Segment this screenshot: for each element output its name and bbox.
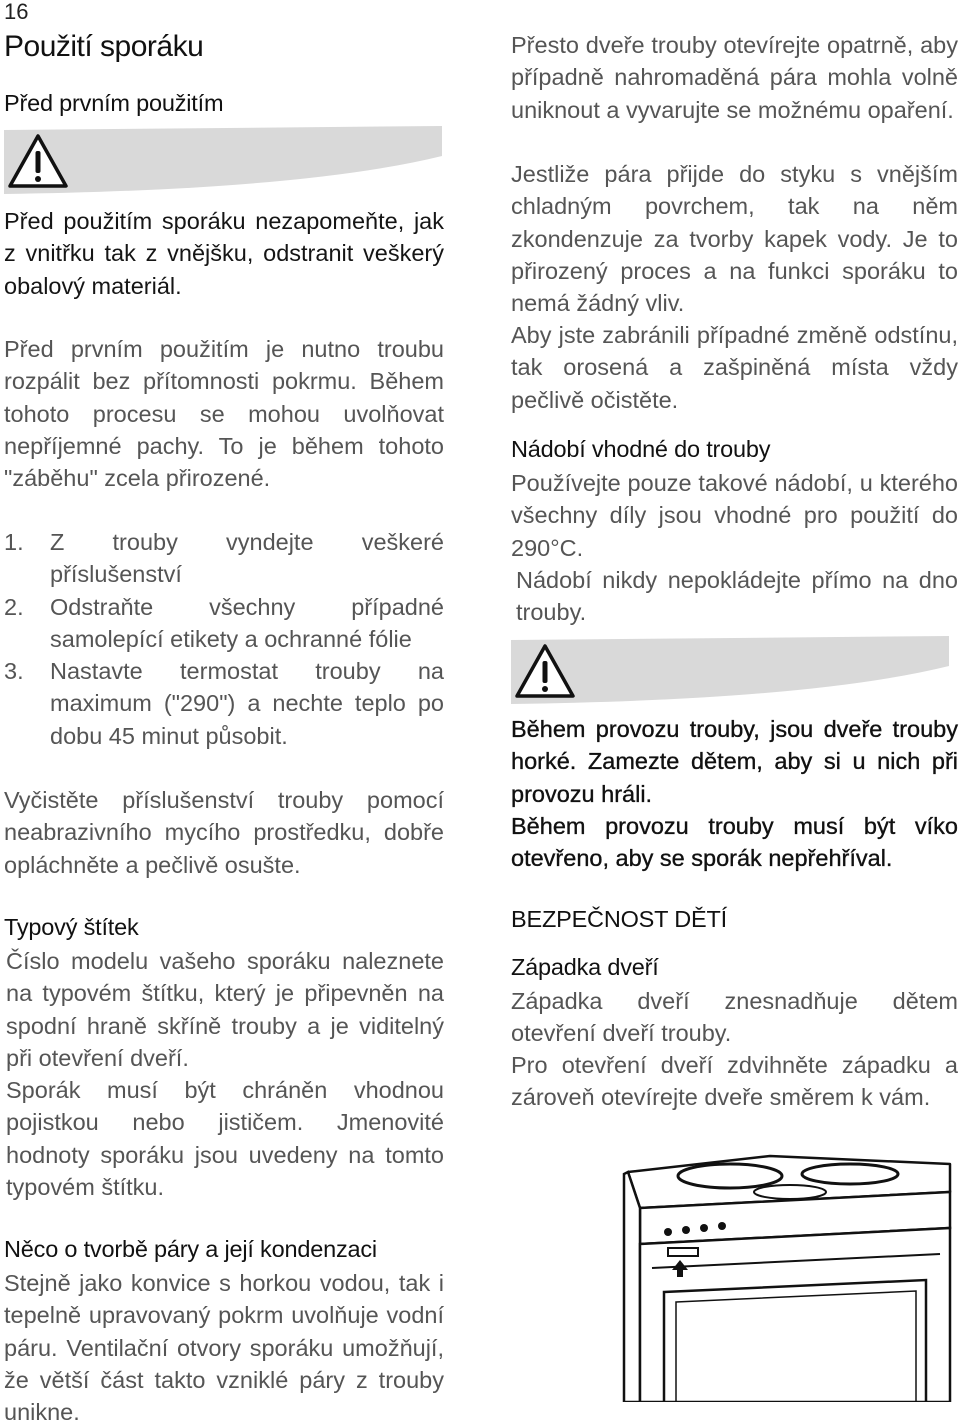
page-number: 16	[4, 0, 29, 24]
step-number: 2.	[4, 593, 24, 620]
warning-text: Před použitím sporáku nezapomeňte, jak z vnitřku tak z vnějšku, odstranit veškerý obalový materiál.	[4, 208, 444, 299]
cookware-heading: Nádobí vhodné do trouby	[511, 436, 771, 462]
warning-banner-2	[511, 636, 949, 704]
tint-text: Aby jste zabránili případné změně odstínu, tak orosená a zašpiněná místa vždy pečlivě očistěte.	[511, 322, 958, 413]
condense-text: Jestliže pára přijde do styku s vnějším chladným povrchem, tak na něm zkondenzuje za tvorby kapek vody. Je to přirozený proces a na funkci sporáku to nemá žádný vliv.	[511, 161, 958, 317]
label-text-2: Sporák musí být chráněn vhodnou pojistkou nebo jističem. Jmenovité hodnoty sporáku jsou uvedeny na tomto typovém štítku.	[6, 1077, 444, 1200]
step-number: 1.	[4, 529, 24, 555]
list-item	[4, 526, 444, 591]
warning-banner	[4, 126, 442, 194]
list-item	[4, 655, 444, 752]
steam-heading: Něco o tvorbě páry a její kondenzaci	[4, 1236, 377, 1262]
latch-heading: Západka dveří	[511, 954, 659, 980]
warning-text-lid: Během provozu trouby musí být víko otevřeno, aby se sporák nepřehříval.	[511, 813, 958, 872]
intro-text: Před prvním použitím je nutno troubu rozpálit bez přítomnosti pokrmu. Během tohoto procesu se mohou uvolňovat nepříjemné pachy. To je během tohoto "záběhu" zcela přirozené.	[4, 336, 444, 492]
stove-illustration	[620, 1152, 956, 1407]
clean-text: Vyčistěte příslušenství trouby pomocí neabrazivního mycího prostředku, dobře opláchněte a pečlivě osušte.	[4, 787, 444, 878]
warning-text-hot-door: Během provozu trouby, jsou dveře trouby horké. Zamezte dětem, aby si u nich při provozu hráli.	[511, 716, 958, 807]
first-use-heading: Před prvním použitím	[4, 90, 224, 116]
page-title: Použití sporáku	[4, 30, 204, 63]
door-text: Přesto dveře trouby otevírejte opatrně, aby případně nahromaděná pára mohla volně uniknout a vyvarujte se možnému opaření.	[511, 32, 958, 123]
steps-list	[4, 526, 444, 752]
cookware-text-2: Nádobí nikdy nepokládejte přímo na dno trouby.	[516, 567, 958, 626]
step-text: Z trouby vyndejte veškeré příslušenství	[50, 529, 444, 588]
step-number: 3.	[4, 658, 24, 685]
cookware-text: Používejte pouze takové nádobí, u kterého všechny díly jsou vhodné pro použití do 290°C.	[511, 470, 958, 561]
label-heading: Typový štítek	[4, 914, 139, 940]
latch-text-1: Západka dveří znesnadňuje dětem otevření dveří trouby.	[511, 988, 958, 1047]
label-text-1: Číslo modelu vašeho sporáku naleznete na typovém štítku, který je připevněn na spodní hraně skříně trouby a je viditelný při otevření dveří.	[6, 948, 444, 1071]
step-text: Nastavte termostat trouby na maximum ("290") a nechte teplo po dobu 45 minut působit.	[50, 658, 444, 749]
list-item	[4, 591, 444, 656]
latch-text-2: Pro otevření dveří zdvihněte západku a zároveň otevírejte dveře směrem k vám.	[511, 1052, 958, 1111]
steam-text: Stejně jako konvice s horkou vodou, tak i tepelně upravovaný pokrm uvolňuje vodní páru. Ventilační otvory sporáku umožňují, že větší část takto vzniklé páry z trouby unikne.	[4, 1270, 444, 1426]
step-text: Odstraňte všechny případné samolepící etikety a ochranné fólie	[50, 593, 444, 652]
child-safety-heading: BEZPEČNOST DĚTÍ	[511, 906, 727, 932]
